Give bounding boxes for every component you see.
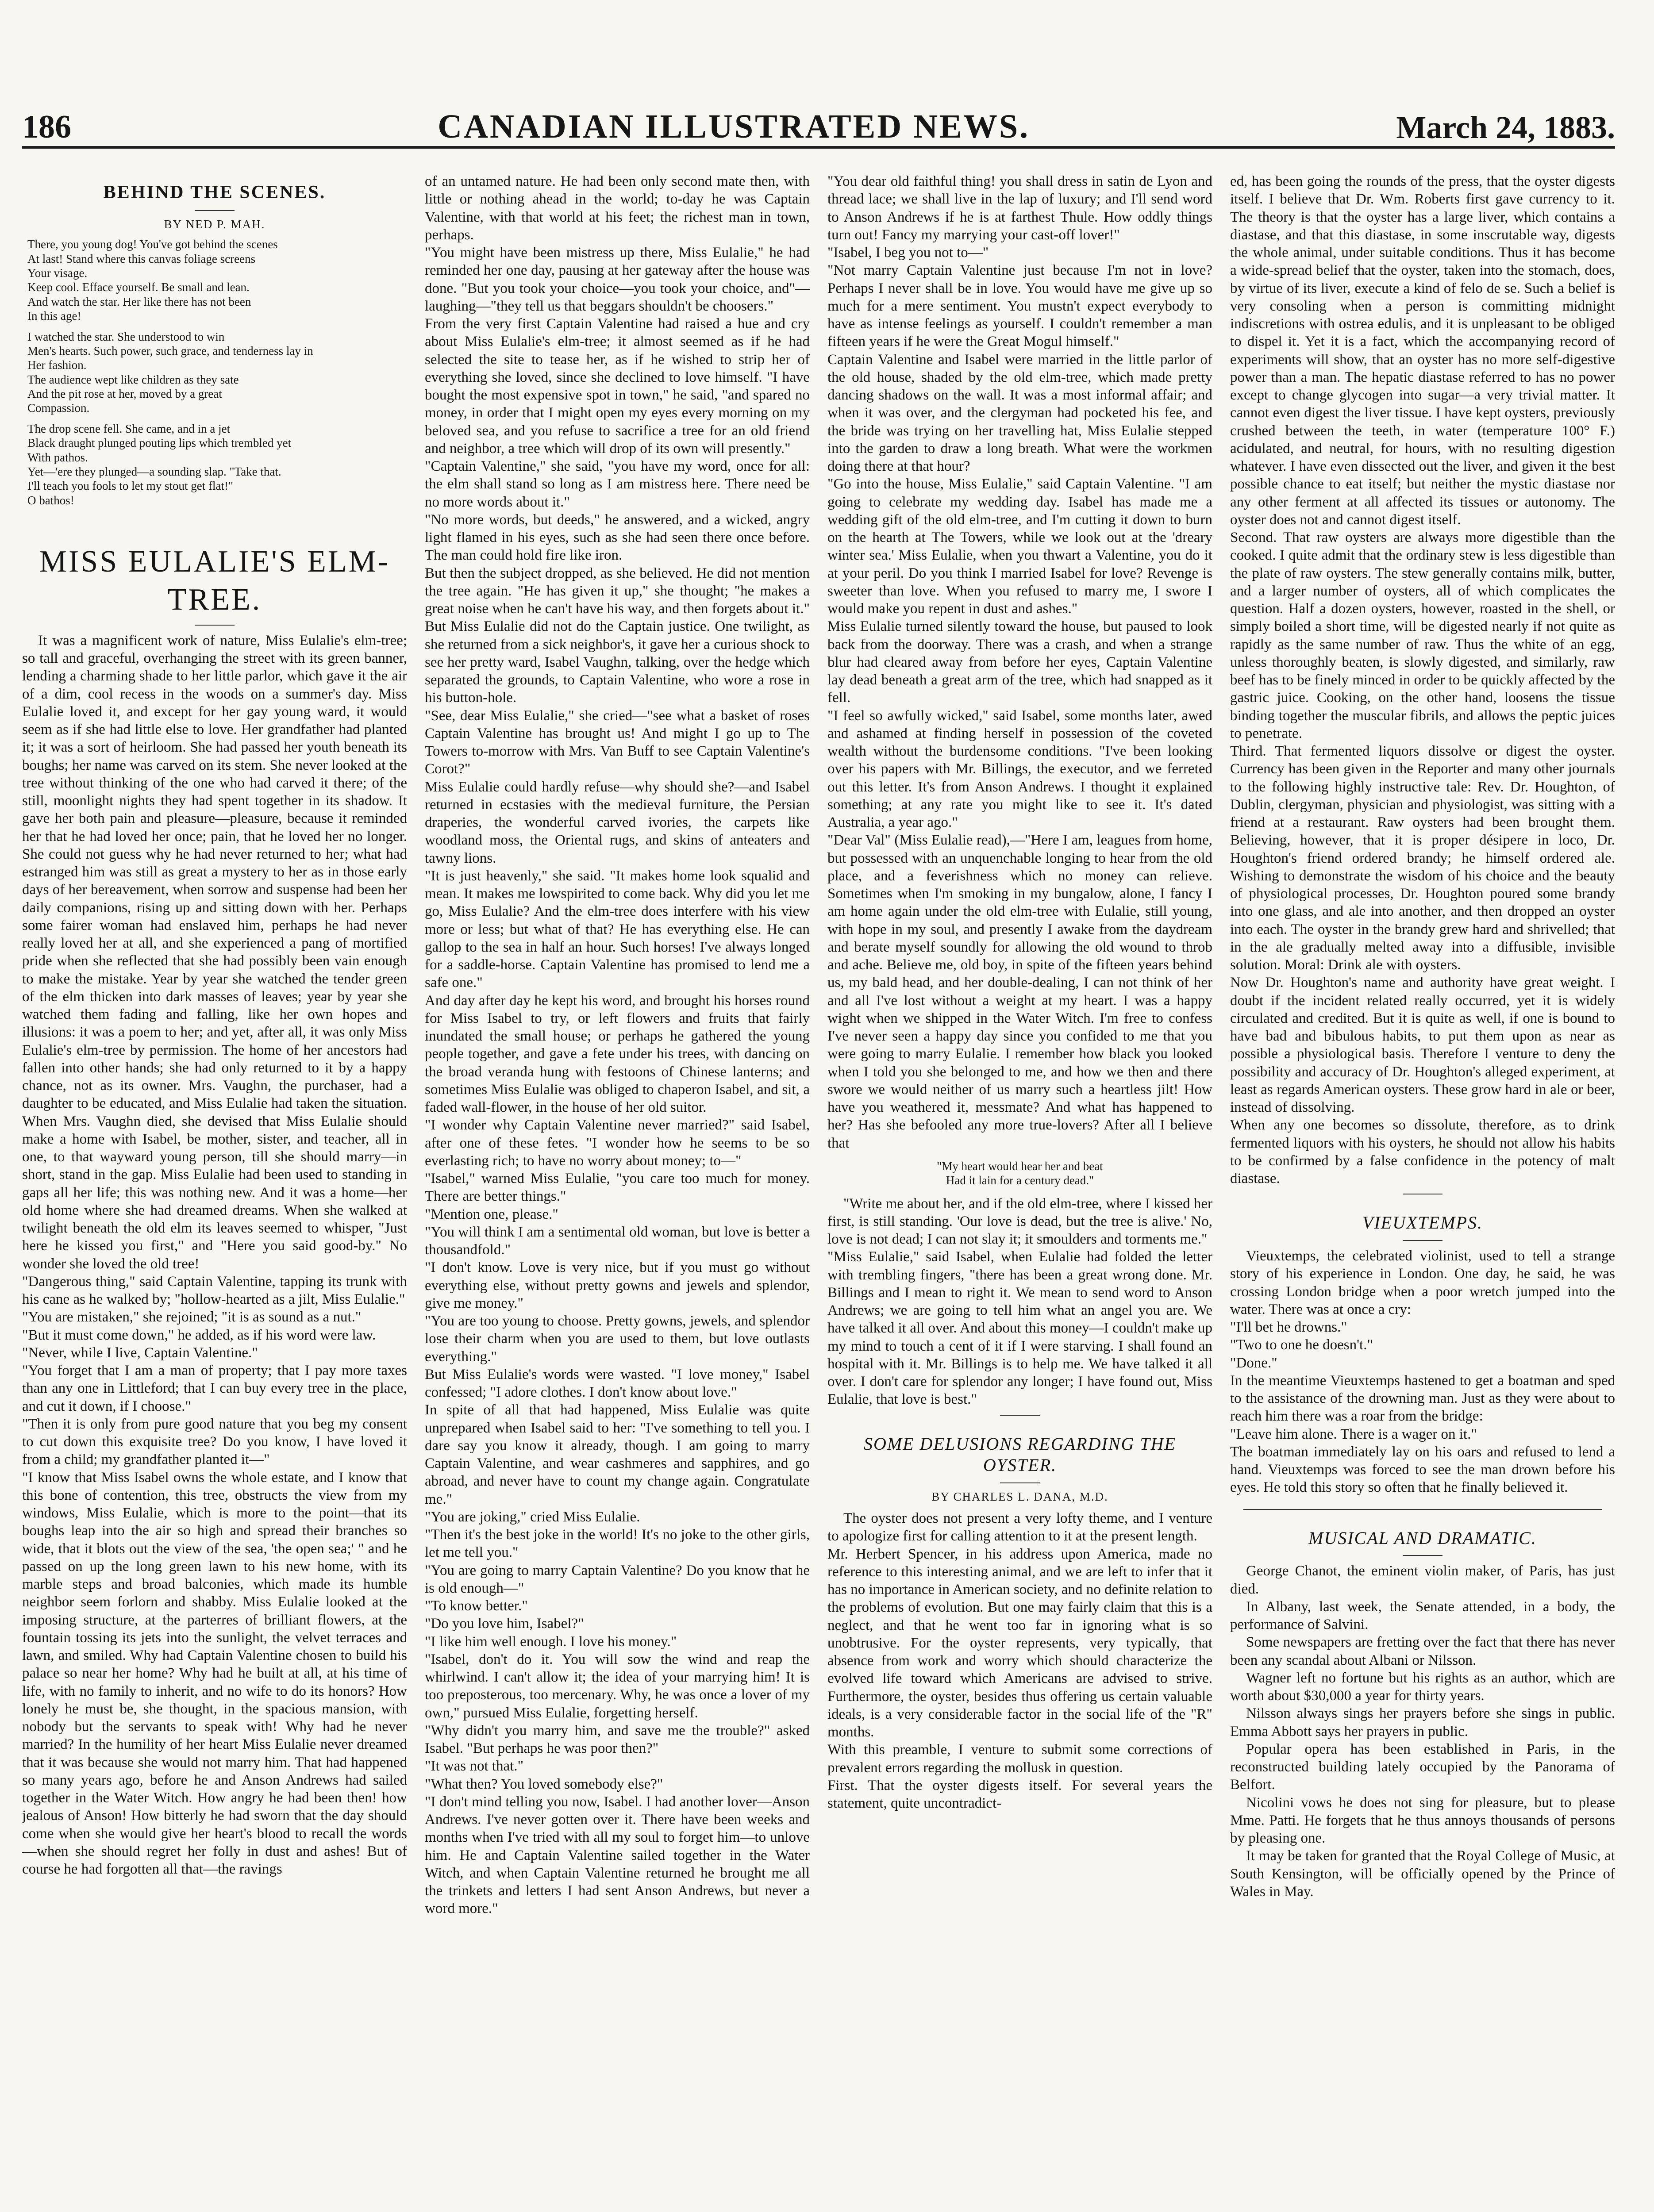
title-rule	[1403, 1240, 1442, 1241]
article-body-vieuxtemps: Vieuxtemps, the celebrated violinist, used to tell a strange story of his experience in London. One day, he said, he was crossing London bridge when a poor wretch jumped into the water. There was at once a cry: "I'll bet he drowns." "Two to one he doesn't." "Done." In the meantime Vieuxtemps hastened to get a boatman and sped to the assistance of the drowning man. Just as they were about to reach him there was a roar from the bridge: "Leave him alone. There is a wager on it." The boatman immediately lay on his oars and refused to lend a hand. Vieuxtemps was forced to see the man drown before his eyes. He told this story so often that he finally believed it.	[1230, 1248, 1615, 1496]
news-item: In Albany, last week, the Senate attended, in a body, the performance of Salvini.	[1230, 1598, 1615, 1633]
news-item: Some newspapers are fretting over the fact that there has never been any scandal about Albani or Nilsson.	[1230, 1634, 1615, 1668]
column-4	[1230, 173, 1615, 2212]
article-body-eulalie-part2: of an untamed nature. He had been only second mate then, with little or nothing ahead in the world; to-day he was Captain Valentine, with that world at his feet; the richest man in town, perhaps. "You might have been mistress up there, Miss Eulalie," he had reminded her one day, pausing at her gateway after the house was done. "But you took your choice—you took your choice, and"—laughing—"they tell us that beggars shouldn't be choosers." From the very first Captain Valentine had raised a hue and cry about Miss Eulalie's elm-tree; it almost seemed as if he had selected the site to tease her, as if he wished to strip her of everything she loved, since she declined to love himself. "I have bought the most expensive spot in town," he said, "and spared no money, in order that I might open my eyes every morning on my beloved sea, and you refuse to sacrifice a tree for an old friend and neighbor, a tree which will drop of its own will presently." "Captain Valentine," she said, "you have my word, once for all: the elm shall stand so long as I am mistress here. There need be no more words about it." "No more words, but deeds," he answered, and a wicked, angry light flamed in his eyes, such as she had seen there once before. The man could hold fire like iron. But then the subject dropped, as she believed. He did not mention the tree again. "He has given it up," she thought; "he makes a great noise when he can't have his way, and then forgets about it." But Miss Eulalie did not do the Captain justice. One twilight, as she returned from a sick neighbor's, it gave her a curious shock to see her pretty ward, Isabel Vaughn, talking, over the hedge which separated the grounds, to Captain Valentine, who wore a rose in his button-hole. "See, dear Miss Eulalie," she cried—"see what a basket of roses Captain Valentine has brought us! And might I go up to The Towers to-morrow with Mrs. Van Buff to see Captain Valentine's Corot?" Miss Eulalie could hardly refuse—why should she?—and Isabel returned in ecstasies with the medieval furniture, the Persian draperies, the wonderful carved ivories, the carpets like woodland moss, the Oriental rugs, and skins of anteaters and tawny lions. "It is just heavenly," she said. "It makes home look squalid and mean. It makes me lowspirited to come back. Why did you let me go, Miss Eulalie? And the elm-tree does interfere with his view more or less; but what of that? He has everything else. He can gallop to the sea in half an hour. Such horses! I've always longed for a saddle-horse. Captain Valentine has promised to lend me a safe one." And day after day he kept his word, and brought his horses round for Miss Isabel to try, or left flowers and fruits that fairly inundated the small house; or perhaps he gathered the young people together, and gave a fete under his trees, with dancing on the broad veranda hung with festoons of Chinese lanterns; and sometimes Miss Eulalie was obliged to chaperon Isabel, and sit, a faded wall-flower, in the house of her old suitor. "I wonder why Captain Valentine never married?" said Isabel, after one of these fetes. "I wonder how he seems to be so everlasting rich; to have no worry about money; to—" "Isabel," warned Miss Eulalie, "you care too much for money. There are better things." "Mention one, please." "You will think I am a sentimental old woman, but love is better a thousandfold." "I don't know. Love is very nice, but if you must go without everything else, without pretty gowns and jewels and splendor, give me money." "You are too young to choose. Pretty gowns, jewels, and splendor lose their charm when you are used to them, but love outlasts everything." But Miss Eulalie's words were wasted. "I love money," Isabel confessed; "I adore clothes. I don't know about love." In spite of all that had happened, Miss Eulalie was quite unprepared when Isabel said to her: "I've something to tell you. I dare say you know it already, though. I am going to marry Captain Valentine, and wear cashmeres and sapphires, and go abroad, and never have to count my change again. Congratulate me." "You are joking," cried Miss Eulalie. "Then it's the best joke in the world! It's no joke to the other girls, let me tell you." "You are going to marry Captain Valentine? Do you know that he is old enough—" "To know better." "Do you love him, Isabel?" "I like him well enough. I love his money." "Isabel, don't do it. You will sow the wind and reap the whirlwind. I can't allow it; the idea of your marrying him! It is too preposterous, too mercenary. Why, he was once a lover of my own," pursued Miss Eulalie, forgetting herself. "Why didn't you marry him, and save me the trouble?" asked Isabel. "But perhaps he was poor then?" "It was not that." "What then? You loved somebody else?" "I don't mind telling you now, Isabel. I had another lover—Anson Andrews. I've never gotten over it. There have been weeks and months when I've tried with all my soul to forget him—to unlove him. He and Captain Valentine sailed together in the Water Witch, and when Captain Valentine returned he brought me all the trinkets and letters I had sent Anson Andrews, but never a word more."	[425, 173, 810, 1917]
news-item: Nilsson always sings her prayers before she sings in public. Emma Abbott says her prayers in public.	[1230, 1705, 1615, 1740]
section-title-musical: MUSICAL AND DRAMATIC.	[1308, 1528, 1537, 1548]
article-body-eulalie-part3: "You dear old faithful thing! you shall dress in satin de Lyon and thread lace; we shall live in the lap of luxury; and I'll send word to Anson Andrews if he is at farthest Thule. How oddly things turn out! Fancy my marrying your cast-off lover!" "Isabel, I beg you not to—" "Not marry Captain Valentine just because I'm not in love? Perhaps I never shall be in love. You would have me give up so much for a mere sentiment. You mustn't expect everybody to have as intense feelings as yourself. I couldn't remember a man fifteen years if he were the Great Mogul himself." Captain Valentine and Isabel were married in the little parlor of the old house, shaded by the old elm-tree, which made pretty dancing shadows on the wall. It was a most informal affair; and when it was over, and the clergyman had pocketed his fee, and the bride was trying on her travelling hat, Miss Eulalie stepped into the garden to draw a long breath. What were the workmen doing there at that hour? "Go into the house, Miss Eulalie," said Captain Valentine. "I am going to celebrate my wedding day. Isabel has made me a wedding gift of the old elm-tree, and I'm cutting it down to burn on the hearth at The Towers, while we look out at the 'dreary winter sea.' Miss Eulalie, when you thwart a Valentine, you do it at your peril. Do you think I married Isabel for love? Revenge is sweeter than love. When you refused to marry me, I swore I would make you repent in dust and ashes." Miss Eulalie turned silently toward the house, but paused to look back from the doorway. There was a crash, and when a strange blur had cleared away from before her eyes, Captain Valentine lay dead beneath a great arm of the tree, which had snapped as it fell. "I feel so awfully wicked," said Isabel, some months later, awed and ashamed at finding herself in possession of the coveted wealth without the burdensome conditions. "I've been looking over his papers with Mr. Billings, the executor, and we ferreted out this letter. It's from Anson Andrews. I thought it explained something; at any rate you might like to see it. It's dated Australia, a year ago." "Dear Val" (Miss Eulalie read),—"Here I am, leagues from home, but possessed with an unquenchable longing to hear from the old place, and a feverishness which no money can relieve. Sometimes when I'm smoking in my bungalow, alone, I fancy I am home again under the old elm-tree with Eulalie, still young, with hope in my soul, and presently I awake from the daydream and berate myself soundly for allowing the old wound to throb and ache. Believe me, old boy, in spite of the fifteen years behind us, my bald head, and her double-dealing, I can not think of her and all I've lost without a weight at my heart. I was a happy wight when we shipped in the Water Witch. I'm free to confess I've never seen a happy day since you confided to me that you were going to marry Eulalie. I remember how black you looked when I told you she belonged to me, and how we then and there swore we would neither of us marry such a heartless jilt! How have you weathered it, messmate? And what has happened to her? Has she befooled any more true-lovers? After all I believe that	[827, 173, 1212, 1151]
article-title-miss-eulalie: MISS EULALIE'S ELM-TREE.	[39, 545, 390, 617]
news-item: Popular opera has been established in Paris, in the reconstructed building lately occupied by the Panorama of Belfort.	[1230, 1741, 1615, 1793]
article-body-oyster-part2: ed, has been going the rounds of the press, that the oyster digests itself. I believe that Dr. Wm. Roberts first gave currency to it. The theory is that the oyster has a large liver, which contains a diastase, and that this diastase, in some inscrutable way, digests the whole animal, under suitable conditions. Thus it has become a wide-spread belief that the oyster, taken into the stomach, does, by virtue of its liver, execute a kind of felo de se. Such a belief is very consoling when a person is committing midnight indiscretions with ostrea edulis, and it is unpleasant to be obliged to dispel it. Yet it is a fact, which the accompanying record of experiments will show, that an oyster has no more self-digestive power than a man. The hepatic diastase referred to has no power except to change glycogen into sugar—a very trivial matter. It cannot even digest the liver tissue. I have kept oysters, previously crushed between the teeth, in water (temperature 100° F.) acidulated, and neutral, for hours, with no resulting digestion whatever. I have even dissected out the liver, and given it the best possible chance to eat itself; but neither the mystic diastase nor any other ferment at all affected its tissues or autonomy. The oyster does not and cannot digest itself. Second. That raw oysters are always more digestible than the cooked. I quite admit that the ordinary stew is less digestible than the plate of raw oysters. The stew generally contains milk, butter, and a larger number of oysters, all of which complicates the question. Half a dozen oysters, however, roasted in the shell, or simply boiled a short time, will be digested nearly if not quite as rapidly as the same number of raw. Thus the white of an egg, unless thoroughly beaten, is slowly digested, and similarly, raw beef has to be finely minced in order to be quickly affected by the gastric juice. Cooking, on the other hand, loosens the tissue binding together the muscular fibrils, and allows the peptic juices to penetrate. Third. That fermented liquors dissolve or digest the oyster. Currency has been given in the Reporter and many other journals to the following highly instructive tale: Rev. Dr. Houghton, of Dublin, clergyman, physician and physiologist, was sitting with a friend at a restaurant. Raw oysters had been brought them. Believing, however, that it is proper désipere in loco, Dr. Houghton's friend ordered brandy; he himself ordered ale. Wishing to demonstrate the wisdom of his choice and the beauty of physiological processes, Dr. Houghton poured some brandy into one glass, and ale into another, and then dropped an oyster into each. The oyster in the brandy grew hard and shrivelled; that in the ale gradually melted away into a diffusible, invisible solution. Moral: Drink ale with oysters. Now Dr. Houghton's name and authority have great weight. I doubt if the incident related really occurred, yet it is widely circulated and credited. But it is quite as well, if one is bound to have bad and bibulous habits, to put them upon as near as possible a physiological basis. Therefore I venture to deny the possibility and accuracy of Dr. Houghton's alleged experiment, at least as regards American oysters. These grow hard in ale or beer, instead of dissolving. When any one becomes so dissolute, therefore, as to drink fermented liquors with his oysters, he should not allow his habits to be confirmed by a false confidence in the potency of malt diastase.	[1230, 173, 1615, 1187]
article-body-eulalie-end: "Write me about her, and if the old elm-tree, where I kissed her first, is still standing. 'Our love is dead, but the tree is alive.' No, love is not dead; I can not slay it; it smoulders and torments me." "Miss Eulalie," said Isabel, when Eulalie had folded the letter with trembling fingers, "there has been a great wrong done. Mr. Billings and I mean to right it. We mean to send word to Anson Andrews; we are going to tell him what an angel you are. We have talked it all over. And about this money—I couldn't make up my mind to touch a cent of it if I were starving. I shall found an hospital with it. Mr. Billings is to help me. We have talked it all over. I don't care for splendor any longer; I have found out, Miss Eulalie, that love is best."	[827, 1195, 1212, 1408]
title-rule	[1000, 1482, 1040, 1483]
article-title-behind-scenes: BEHIND THE SCENES.	[103, 182, 326, 203]
section-rule	[1243, 1509, 1602, 1510]
column-2	[425, 173, 810, 2212]
news-item: Nicolini vows he does not sing for pleasure, but to please Mme. Patti. He forgets that he thus annoys thousands of persons by pleasing one.	[1230, 1794, 1615, 1847]
article-body-eulalie-part1: It was a magnificent work of nature, Miss Eulalie's elm-tree; so tall and graceful, overhanging the street with its green banner, lending a charming shade to her little parlor, which gave it the air of a dim, cool recess in the woods on a summer's day. Miss Eulalie loved it, and except for her gay young ward, it would seem as if she had little else to love. Her grandfather had planted it; it was a sort of heirloom. She had passed her youth beneath its boughs; her name was carved on its stem. She never looked at the tree without thinking of the one who had carved it there; of the still, moonlight nights they had spent together in its shadow. It gave her both pain and pleasure—pleasure, because it reminded her that he had loved her once; pain, that he loved her no longer. She could not guess why he had never returned to her; what had estranged him was still as great a mystery to her as in those early days of her bereavement, when sorrow and suspense had been her daily companions, rising up and sitting down with her. Perhaps some fairer woman had enslaved him, perhaps he had never really loved her at all, and she experienced a pang of mortified pride when she reflected that she had possibly been vain enough to make the mistake. Year by year she watched the tender green of the elm thicken into dark masses of leaves; year by year she watched them fading and falling, like her own hopes and illusions: it was a poem to her; and yet, after all, it was only Miss Eulalie's elm-tree by permission. The home of her ancestors had fallen into other hands; she had only returned to it by a happy chance, not as its owner. Mrs. Vaughn, the purchaser, had a daughter to be educated, and Miss Eulalie had taken the situation. When Mrs. Vaughn died, she devised that Miss Eulalie should make a home with Isabel, be mother, sister, and teacher, all in one, to that wayward young person, till she should marry—in short, stand in the gap. Miss Eulalie had been used to standing in gaps all her life; this was nothing new. And it was a home—her old home where she had dreamed dreams. When she walked at twilight beneath the old elm its leaves seemed to whisper, "Just here he kissed you first," and "Here you said good-by." No wonder she loved the old tree! "Dangerous thing," said Captain Valentine, tapping its trunk with his cane as he walked by; "hollow-hearted as a jilt, Miss Eulalie." "You are mistaken," she rejoined; "it is as sound as a nut." "But it must come down," he added, as if his word were law. "Never, while I live, Captain Valentine." "You forget that I am a man of property; that I pay more taxes than any one in Littleford; that I can buy every tree in the place, and cut it down, if I choose." "Then it is only from pure good nature that you beg my consent to cut down this exquisite tree? Do you know, I have loved it from a child; my grandfather planted it—" "I know that Miss Isabel owns the whole estate, and I know that this bone of contention, this tree, obstructs the view from my windows, Miss Eulalie, which is more to the point—that its boughs leap into the air so high and spread their branches so wide, that it blots out the view of the sea, 'the open sea;' " and he passed on up the long green lawn to his new home, with its marble steps and broad balconies, which made its humble neighbor seem forlorn and shabby. Miss Eulalie looked at the imposing structure, at the parterres of brilliant flowers, at the fountain tossing its jets into the sunlight, the velvet terraces and lawn, and smiled. Why had Captain Valentine chosen to build his palace so near her home? Why had he built at all, at his time of life, with no family to inherit, and no wife to do its honors? How lonely he must be, she thought, in the spacious mansion, with nobody but the servants to speak with! Why had he never married? In the humility of her heart Miss Eulalie never dreamed that it was because she would not marry him. That had happened so many years ago, before he and Anson Andrews had sailed together in the Water Witch. How angry he had been then! how jealous of Anson! How bitterly he had sworn that the day should come when she would give her heart's blood to recall the words—when she should regret her folly in dust and ashes! But of course he had forgotten all that—the ravings	[22, 632, 407, 1878]
page-number: 186	[22, 109, 71, 145]
article-end-rule	[1000, 1415, 1040, 1416]
news-item: Wagner left no fortune but his rights as an author, which are worth about $30,000 a year for thirty years.	[1230, 1670, 1615, 1704]
poem-stanza: The drop scene fell. She came, and in a jet Black draught plunged pouting lips which trembled yet With pathos. Yet—'ere they plunged—a sounding slap. "Take that. I'll teach you fools to let my stout get flat!" O bathos!	[27, 422, 292, 507]
title-rule	[195, 625, 235, 626]
newspaper-title: CANADIAN ILLUSTRATED NEWS.	[438, 108, 1030, 145]
column-1	[22, 173, 407, 2212]
news-item: George Chanot, the eminent violin maker, of Paris, has just died.	[1230, 1563, 1615, 1597]
article-title-oyster: SOME DELUSIONS REGARDING THE OYSTER.	[864, 1433, 1176, 1475]
title-rule	[1403, 1555, 1442, 1556]
quoted-verse: "My heart would hear her and beat Had it lain for a century dead."	[937, 1159, 1103, 1187]
byline-behind-scenes: BY NED P. MAH.	[164, 218, 265, 231]
news-item: It may be taken for granted that the Royal College of Music, at South Kensington, will be officially opened by the Prince of Wales in May.	[1230, 1848, 1615, 1900]
article-columns	[22, 173, 1615, 2212]
issue-date: March 24, 1883.	[1396, 110, 1615, 145]
poem-stanza: I watched the star. She understood to win Men's hearts. Such power, such grace, and tenderness lay in Her fashion. The audience wept like children as they sate And the pit rose at her, moved by a great Compassion.	[27, 330, 313, 415]
title-rule	[195, 210, 235, 211]
masthead	[22, 93, 1615, 149]
column-3	[827, 173, 1212, 2212]
article-body-oyster-part1: The oyster does not present a very lofty theme, and I venture to apologize first for calling attention to it at the present length. Mr. Herbert Spencer, in his address upon America, made no reference to this interesting animal, and we are left to infer that it has no importance in American society, and no definite relation to the problems of evolution. But one may fairly claim that this is a neglect, and that he went too far in ignoring what is so unobtrusive. For the oyster represents, very typically, that absence from work and worry which should characterize the evolved life toward which Americans are advised to strive. Furthermore, the oyster, besides thus offering us certain valuable ideals, is a very considerable factor in the social life of the "R" months. With this preamble, I venture to submit some corrections of prevalent errors regarding the mollusk in question. First. That the oyster digests itself. For several years the statement, quite uncontradict-	[827, 1510, 1212, 1812]
article-title-vieuxtemps: VIEUXTEMPS.	[1362, 1213, 1483, 1233]
poem-stanza: There, you young dog! You've got behind the scenes At last! Stand where this canvas foliage screens Your visage. Keep cool. Efface yourself. Be small and lean. And watch the star. Her like there has not been In this age!	[27, 238, 278, 323]
byline-oyster: BY CHARLES L. DANA, M.D.	[931, 1490, 1108, 1504]
